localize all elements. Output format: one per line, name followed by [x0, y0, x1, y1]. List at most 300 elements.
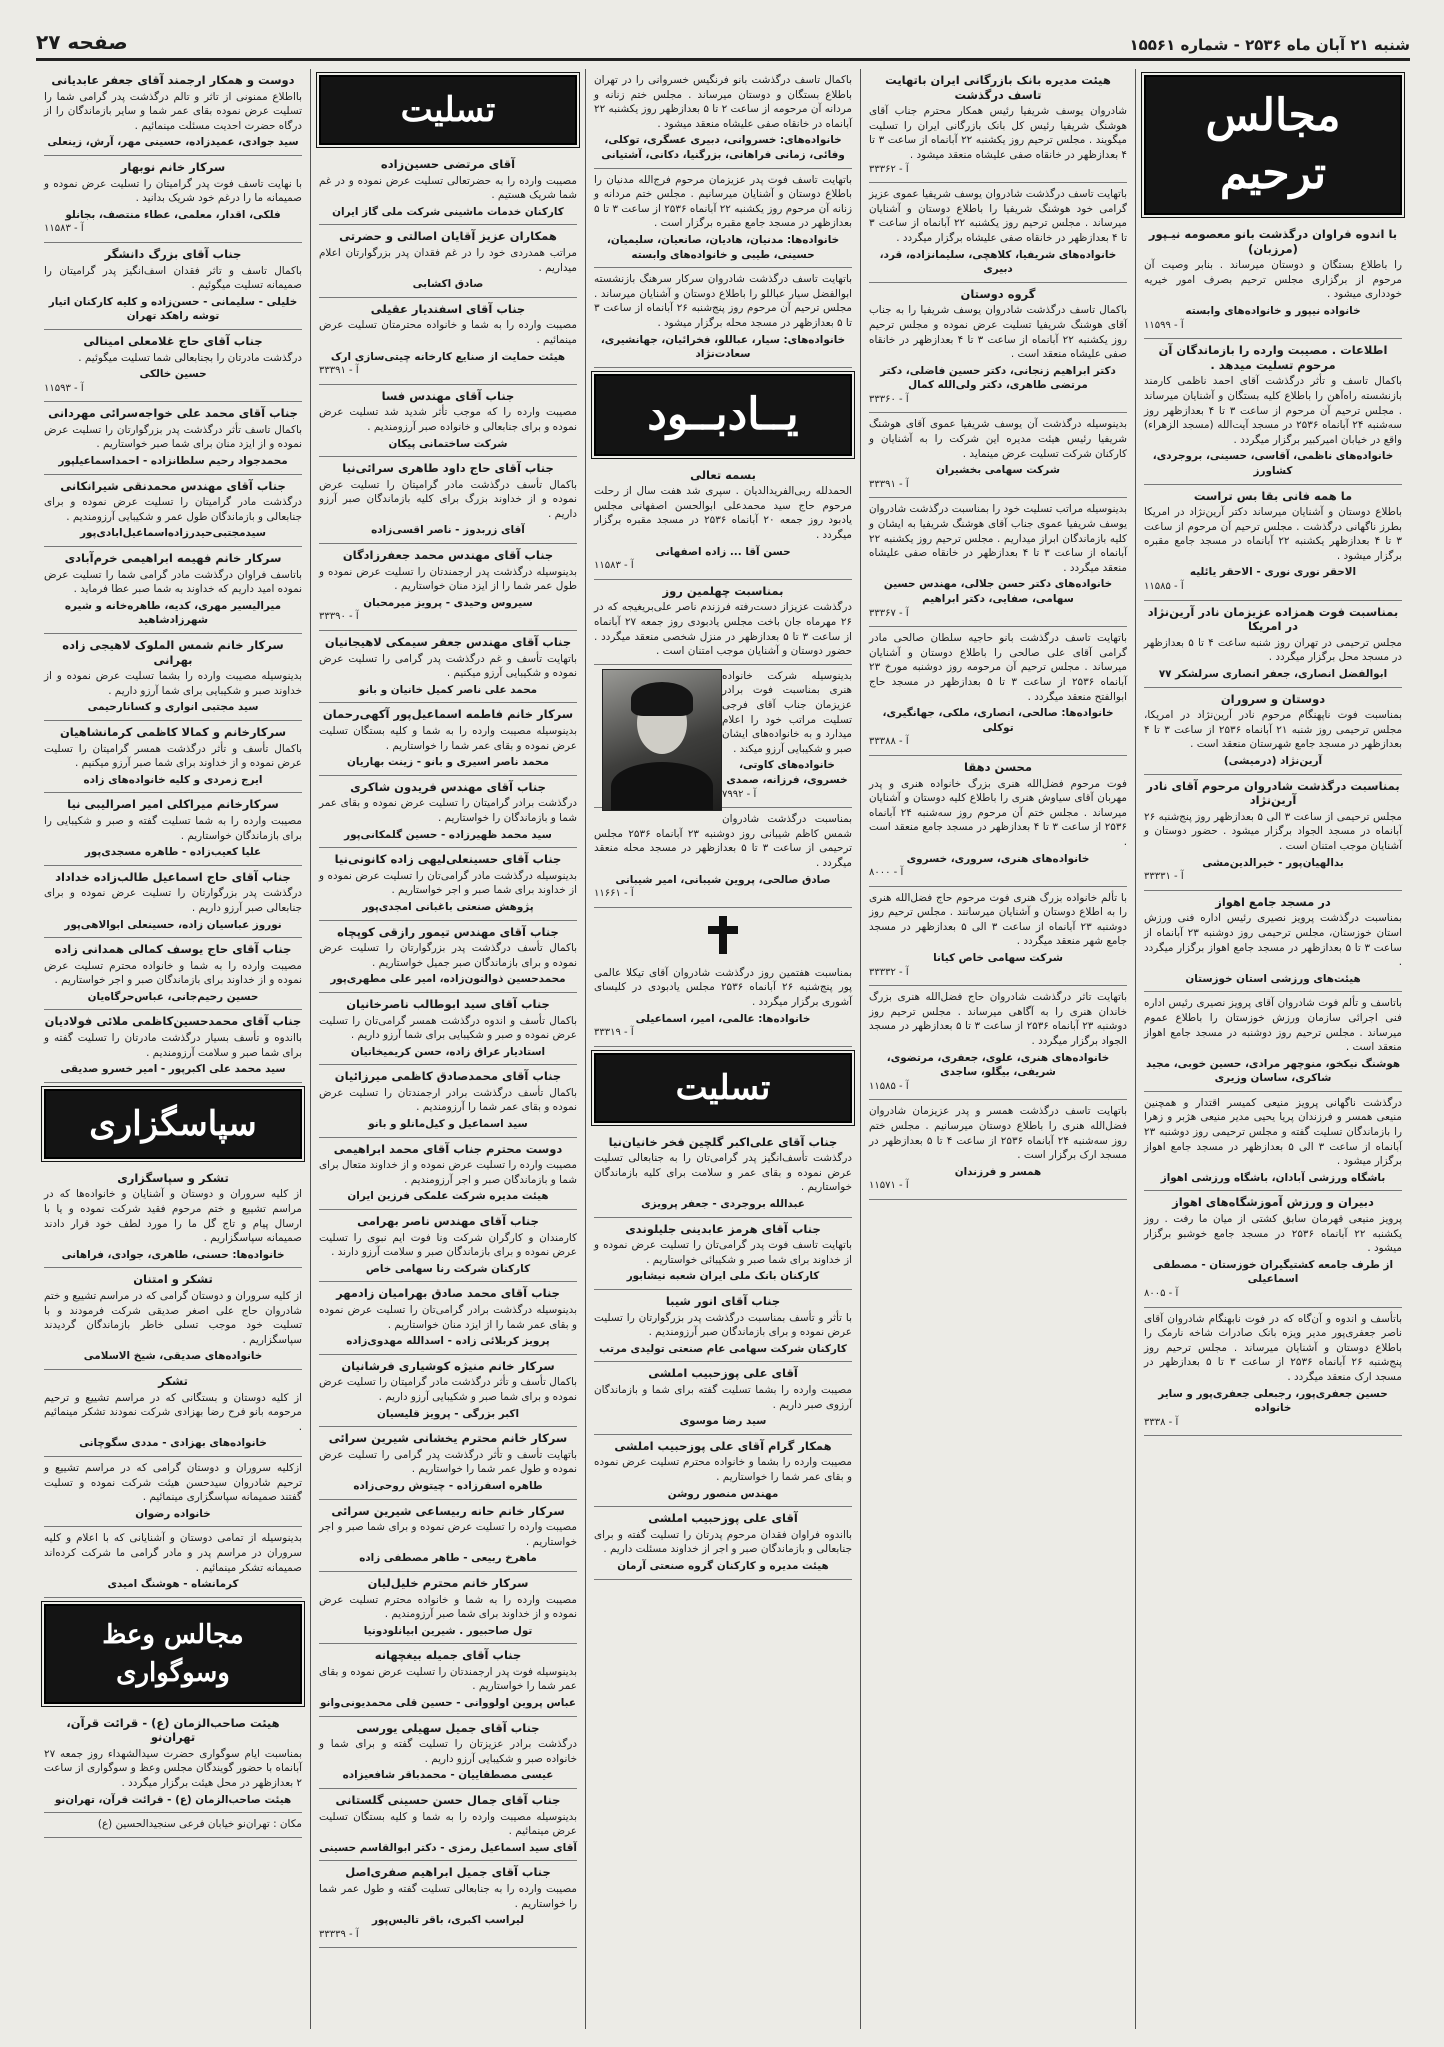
- notice-body: بدینوسیله درگذشت پدر ارجمندتان را تسلیت عرض نموده و طول عمر شما را از ایزد منان خواستاریم .: [319, 565, 577, 593]
- notice: [319, 1355, 577, 1427]
- notice-signature: تول صاحبیور . شیرین ابیانلودونیا: [363, 1624, 533, 1637]
- col3-notices-a: [594, 69, 852, 368]
- notice-title: جناب آقای جمال حسن حسینی گلستانی: [335, 1793, 561, 1808]
- notice: [319, 1138, 577, 1210]
- notice: [319, 544, 577, 631]
- notice-title: جناب آقای محمدصادق کاظمی میرزائیان: [334, 1069, 562, 1084]
- cross-icon: [708, 916, 738, 954]
- notice-body: مصیبت وارده را به شما و خانواده محترم تسلیت عرض نموده و از خداوند برای شما صبر آرزومندیم .: [319, 1593, 577, 1621]
- notice-code: آ - ۱۱۵۸۳: [44, 223, 84, 235]
- notice-body: شادروان یوسف شریفیا رئیس همکار محترم جناب آقای هوشنگ شریفیا رئیس کل بانک بازرگانی ایران را تسلیت میگویند . مجلس ترحیم روز یکشنبه ۲۲ آبانماه از ساعت ۳ تا ۴ بعدازظهر در خانقاه صفی علیشاه منعقد میشود .: [869, 105, 1127, 161]
- notice-body: بااندوه فراوان فقدان مرحوم پدرتان را تسلیت گفته و برای جنابعالی و بازماندگان صبر و اجر از خداوند مسئلت داریم .: [594, 1528, 852, 1556]
- notice-title: اطلاعات . مصیبت وارده را بازماندگان آن مرحوم تسلیت میدهد .: [1158, 343, 1388, 372]
- notice: [869, 498, 1127, 627]
- notice-body: باتأسف و اندوه و آن‌گاه که در فوت نابهنگام شادروان آقای ناصر جعفری‌پور مدیر ویزه بانک صادرات شاخه نارمک را باطلاع دوستان و آشنایان میرساند . مجلس ترحیم روز پنج‌شنبه ۲۶ آبانماه ۲۵۳۶ از ساعت ۳ تا ۵ بعدازظهر در مسجد ارک منعقد میگردد .: [1144, 1312, 1403, 1383]
- notice: [869, 69, 1127, 183]
- notice-signature: حسین خالکی: [139, 368, 207, 381]
- notice-title: گروه دوستان: [960, 286, 1036, 301]
- notice-signature: سید محمد ظهیرزاده - حسین گلمکانی‌پور: [344, 828, 552, 841]
- notice-title: جناب آقای حاج غلامعلی امینالی: [83, 333, 263, 348]
- notice-body: باکمال تأسف درگذشت برادر ارجمندتان را تسلیت عرض نموده و بقای عمر شما را آرزومندیم .: [319, 1086, 577, 1114]
- banner-majales-vaz: مجالس وعظ وسوگواری: [44, 1604, 302, 1704]
- notice-title: جناب آقای مهندس فسا: [381, 388, 515, 403]
- notice-signature: محمد ناصر اسیری و بانو - زینت بهاریان: [347, 756, 549, 769]
- notice-body: درگذشت مادر گرامیتان را تسلیت عرض نموده و برای جنابعالی و بازماندگان طول عمر و شکیبایی آرزومندیم .: [44, 496, 302, 523]
- notice-body: درگذشت ناگهانی پرویز منیعی کمیسر اقتدار و همچنین منیعی همسر و فرزندان پریا یحیی مدیر منیعی هژبر و زهرا را بازماندگان تسلیت گفته و مجلس ترحیمی روز دوشنبه ۲۳ آبانماه از ساعت ۳ الی ۵ بعدازظهر در مسجد جامع اهواز برگزار میشود .: [1144, 1096, 1402, 1168]
- notice-signature: همسر و فرزندان: [954, 1165, 1042, 1178]
- notice: [319, 631, 577, 703]
- notice-signature: الاحقر نوری نوری - الاحقر یائلیه: [1189, 566, 1357, 579]
- banner-sepasgozari: سپاسگزاری: [44, 1089, 302, 1159]
- columns: [36, 69, 1410, 2029]
- notice-body: پرویز منیعی قهرمان سابق کشتی از میان ما رفت . روز یکشنبه ۲۲ آبانماه ۲۵۳۶ در مسجد جامع خوشبو برگزار میشود .: [1144, 1213, 1403, 1255]
- notice-title: جناب آقای حاج یوسف کمالی همدانی زاده: [54, 942, 292, 957]
- notice: [319, 298, 577, 385]
- notice-body: مصیبت وارده را به شما و خانواده محترم تسلیت عرض نموده و از خداوند برای بازماندگان صبر و اجر خواستاریم .: [44, 959, 302, 987]
- notice-signature: خانواده‌ها: مدنیان، هادیان، صانعیان، سلیمیان، حسینی، طیبی و خانواده‌های وابسته: [606, 233, 840, 261]
- notice-body: از کلیه سروران و دوستان و آشنایان و خانواده‌ها که در مراسم تشییع و ختم مرحوم فقید شرکت نموده و یا با ارسال پیام و تاج گل ما را مورد لطف خود قرار دادند صمیمانه سپاسگزاریم .: [44, 1188, 302, 1245]
- notice-code: آ - ۱۱۵۸۵: [1144, 581, 1184, 593]
- col2-notices: [869, 69, 1127, 1200]
- notice-title: همکاران عزیز آقایان اصالتی و حضرتی: [339, 229, 557, 244]
- notice-signature: خانواده‌های کاوتی، خسروی، فرزانه، صمدی: [726, 759, 848, 786]
- notice-signature: خانواده‌ها: حسنی، طاهری، جوادی، فراهانی: [61, 1248, 285, 1261]
- notice-body: باتهایت تاسف درگذشت بانو حاجیه سلطان صالحی مادر گرامی آقای علی صالحی را باطلاع دوستان و آشنایان میرساند . مجلس ترحیم آن مرحومه روز دوشنبه مورخ ۲۳ آبانماه ۲۵۳۶ از ساعت ۳ تا ۵ بعدازظهر در مسجد حاج ابوالفتح منعقد میگردد .: [869, 632, 1127, 703]
- notice: [869, 1100, 1127, 1200]
- notice-body: بمناسبت درگذشت شادروان شمس کاظم شیبانی روز دوشنبه ۲۳ آبانماه ۲۵۳۶ مجلس ترحیمی از ساعت ۳ تا ۵ بعدازظهر در مسجد محله منعقد میگردد .: [594, 813, 853, 869]
- notice-signature: حسین جعفری‌پور، رجبعلی جعفری‌پور و سایر خانواده: [1158, 1387, 1388, 1415]
- notice: [319, 225, 577, 297]
- notice-body: بدینوسیله درگذشت آن یوسف شریفیا عموی آقای هوشنگ شریفیا رئیس هیئت مدیره این شرکت را به آشنایان و کارکنان شرکت تسلیت عرض مینماید .: [869, 418, 1127, 460]
- notice: [319, 1282, 577, 1354]
- notice-body: مصیبت وارده را بشما و خانواده محترم تسلیت عرض نموده و بقای عمر شما را خواستاریم .: [594, 1456, 852, 1483]
- notice-body: از کلیه سروران و دوستان گرامی که در مراسم تشییع و ختم شادروان حاج علی اصغر صدیقی شرکت فرمودند و با تسلیت خود موجب تسلی خاطر بازماندگان گردیدند سپاسگزاریم .: [44, 1290, 302, 1346]
- notice-signature: خانواده‌های صدیقی، شیخ الاسلامی: [83, 1350, 263, 1363]
- notice: [44, 721, 302, 793]
- column-1: [1135, 69, 1410, 2029]
- notice: [1144, 485, 1402, 601]
- notice-title: سرکار خانم حانه ربیساعی شیرین سرائی: [331, 1503, 565, 1518]
- column-4: [310, 69, 585, 2029]
- notice: [44, 1813, 302, 1838]
- photo-shoulders: [611, 762, 713, 810]
- notice-signature: خانواده‌های دکتر حسن جلالی، مهندس حسین سهامی، صفایی، دکتر ابراهیم: [883, 578, 1113, 605]
- notice-signature: ایرج زمردی و کلیه خانواده‌های زاده: [83, 773, 263, 786]
- notice: [319, 1065, 577, 1137]
- notice-code: آ - ۳۳۳۳۲: [869, 966, 909, 978]
- notice: [44, 330, 302, 402]
- notice-body: باکمال تأسف و اندوه درگذشت همسر گرامی‌تان را تسلیت عرض نموده و صبر و شکیبایی برای شما آرزو داریم .: [319, 1014, 577, 1042]
- notice-title: بمناسبت فوت همزاده عزیزمان نادر آرین‌نژاد در امریکا: [1147, 604, 1399, 634]
- notice-body: بدینوسیله از تمامی دوستان و آشنایانی که با اعلام و کلیه سروران در مراسم پدر و مادر گرامی ما شرکت کرده‌اند صمیمانه تشکر مینمائیم .: [44, 1532, 302, 1574]
- notice: [1144, 1308, 1402, 1437]
- notice-title: جناب آقای جمیل ابراهیم صفری‌اصل: [345, 1865, 551, 1880]
- col4-notices: [319, 153, 577, 1948]
- notice-body: مکان : تهران‌نو خیابان فرعی سنجید‌الحسین (ع): [97, 1818, 302, 1831]
- notice-body: مصیبت وارده را که موجب تأثر شدید شد تسلیت عرض نموده و برای جنابعالی و خانواده صبر آرزومندیم .: [319, 406, 577, 433]
- notice-code: آ - ۳۳۳۶۷: [869, 607, 909, 619]
- notice-title: جناب آقای مهندس فریدون شاکری: [350, 779, 546, 794]
- notice: [319, 703, 577, 775]
- notice-signature: طاهره اسفرزاده - چیتوش روحی‌زاده: [353, 1479, 543, 1492]
- notice: [319, 1789, 577, 1861]
- notice-code: آ - ۳۳۳۳۹: [319, 1928, 359, 1940]
- notice-signature: کارکنان شرکت سهامی عام صنعتی تولیدی مرتب: [599, 1342, 847, 1355]
- notice-body: باتهایت تاسف درگذشت شادروان سرکار سرهنگ بازنشسته ابوالفضل سیار عباللو را باطلاع دوستان و آشنایان میرساند . مجلس ترحیم آن مرحوم روز پنج‌شنبه ۲۶ آبانماه از ساعت ۳ تا ۵ بعدازظهر در مسجد محله برگزار میشود .: [594, 273, 852, 329]
- notice-signature: دکتر ابراهیم زنجانی، دکتر حسین فاضلی، دکتر مرتضی طاهری، دکتر ولی‌الله کمال: [880, 364, 1116, 392]
- notice-body: بدینوسیله فوت پدر ارجمندتان را تسلیت عرض نموده و بقای عمر شما را خواستاریم .: [319, 1665, 577, 1693]
- notice-signature: ابوالفضل انصاری، جعفر انصاری سرلشکر ۷۷: [1158, 668, 1388, 681]
- notice-body: با تألم خانواده بزرگ هنری فوت مرحوم حاج فضل‌الله هنری را به اطلاع دوستان و آشنایان میرسانند . مجلس ترحیم روز دوشنبه ۲۳ آبانماه از ساعت ۳ الی ۵ بعدازظهر در مسجد جامع شهر منعقد میگردد .: [869, 891, 1127, 948]
- notice-body: درگذشت برادر عزیزتان را تسلیت گفته و برای شما و خانواده صبر و شکیبایی آرزو داریم .: [319, 1738, 577, 1765]
- col1-notices: [1144, 223, 1402, 1436]
- col5-notices-b: [44, 1167, 302, 1598]
- notice-signature: ماهرخ ربیعی - طاهر مصطفی زاده: [359, 1552, 537, 1565]
- notice: [1144, 223, 1402, 339]
- notice-code: آ - ۷۹۹۲: [722, 788, 757, 800]
- notice: [594, 1507, 852, 1579]
- notice-body: باطلاع دوستان و آشنایان میرساند دکتر آرین‌نژاد در امریکا بطرز ناگهانی درگذشت . مجلس ترحیم آن مرحوم از ساعت ۳ تا ۴ بعدازظهر یکشنبه ۲۲ آبانماه در مسجد جامع مقبره برگزار میشود .: [1144, 506, 1402, 562]
- notice: [1144, 775, 1402, 891]
- notice: [594, 268, 852, 368]
- notice: [319, 457, 577, 544]
- notice-title: هیئت مدیره بانک بازرگانی ایران باتهایت تاسف درگذشت: [885, 73, 1111, 102]
- notice-body: بمناسبت ایام سوگواری حضرت سیدالشهداء روز جمعه ۲۷ آبانماه با حضور گویندگان مجلس وعظ و سوگواری از ساعت ۲ بعدازظهر در محل هیئت برگزار میگردد .: [44, 1747, 302, 1790]
- notice-body: بدینوسیله مصیبت وارده را به شما و کلیه بستگان تسلیت عرض مینمائیم .: [319, 1810, 577, 1838]
- notice-code: آ - ۱۱۶۶۱: [594, 888, 634, 900]
- notice-code: آ - ۱۱۵۸۵: [869, 1080, 909, 1092]
- notice-title: دبیران و ورزش آموزشگاه‌های اهواز: [1172, 1195, 1374, 1210]
- notice-body: مجلس ترحیمی در تهران روز شنبه ساعت ۴ تا ۵ بعدازظهر در مسجد محل برگزار میگردد .: [1144, 636, 1402, 664]
- notice-code: آ - ۳۳۳۶۲: [869, 163, 909, 175]
- notice-body: باکمال تاسف و تأثر درگذشت آقای احمد ناظمی کارمند بازنشسته راه‌آهن را باطلاع کلیه بستگان و آشنایان میرساند . مجلس ترحیم آن مرحوم از ساعت ۳ تا ۴ بعدازظهر روز سه‌شنبه ۲۴ آبانماه ۲۵۳۶ در مسجد آیت‌الله (مسجد الزهراء) واقع در خیابان امیرکبیر برگزار میگردد .: [1144, 375, 1403, 446]
- notice-body: با تأثر و تأسف بمناسبت درگذشت پدر بزرگوارتان را تسلیت عرض نموده و برای بازماندگان صبر آرزومندیم .: [594, 1311, 852, 1339]
- notice-signature: شرکت ساختمانی پیکان: [388, 437, 508, 450]
- notice: [869, 283, 1127, 414]
- col3-notices-d: [594, 962, 852, 1047]
- notice-signature: فلکی، اقدار، معلمی، عطاء منتصف، بجانلو: [65, 208, 281, 221]
- notice-body: درگذشت پدر بزرگوارتان را تسلیت عرض نموده و برای جنابعالی صبر آرزو داریم .: [44, 887, 302, 914]
- notice-body: با نهایت تاسف فوت پدر گرامیتان را تسلیت عرض نموده و صمیمانه ما را درغم خود شریک بدانید .: [44, 177, 302, 205]
- notice-title: سرکار خانم نوبهار: [120, 159, 226, 174]
- notice-title: آقای مرتضی حسین‌زاده: [380, 157, 516, 171]
- notice-title: بمناسبت درگذشت شادروان مرحوم آقای نادر آرین‌نژاد: [1146, 778, 1400, 808]
- notice-title: بسمه تعالی: [690, 467, 756, 482]
- notice-body: باتهایت تاسف درگذشت شادروان یوسف شریفیا عموی عزیز گرامی خود هوشنگ شریفیا را باطلاع دوستان و آشنایان میرساند . مجلس ترحیم روز یکشنبه ۲۲ آبانماه از ساعت ۳ تا ۴ بعدازظهر در خانقاه صفی علیشاه برگزار میگردد .: [869, 188, 1127, 244]
- notice: [594, 962, 852, 1047]
- notice-title: سرکار خانم فاطمه اسماعیل‌پور آکهی‌رحمان: [322, 707, 574, 722]
- notice-body: بمناسبت هفتمین روز درگذشت شادروان آقای تیکلا عالمی پور پنج‌شنبه ۲۶ آبانماه ۲۵۳۶ مجلس یادبودی در کلیسای آشوری برگزار میگردد .: [594, 966, 852, 1008]
- notice-signature: پرویز کربلائی زاده - اسدالله مهدوی‌زاده: [346, 1335, 550, 1348]
- notice-code: آ - ۳۳۳۱۹: [594, 1027, 634, 1039]
- notice-title: جناب آقای مهندس محمد جعفرزادگان: [342, 548, 554, 563]
- notice: [1144, 688, 1402, 775]
- notice: [44, 634, 302, 721]
- notice: [44, 402, 302, 474]
- col3-notices-b: [594, 464, 852, 665]
- notice: [319, 776, 577, 848]
- notice-signature: سید محمد علی اکبرپور - امیر خسرو صدیقی: [60, 1063, 286, 1076]
- notice-title: همکار گرام آقای علی پوزحبیب املشی: [614, 1438, 832, 1453]
- notice-signature: بدالهیان‌پور - خیرالدین‌مشی: [1202, 856, 1344, 869]
- notice-code: آ - ۳۳۳۸: [1144, 1416, 1179, 1428]
- notice: [44, 1268, 302, 1370]
- notice: [44, 243, 302, 330]
- notice-title: جناب آقای مهندس ناصر بهرامی: [357, 1214, 539, 1229]
- notice: [319, 1717, 577, 1789]
- notice-body: باکمال تاسف درگذشت شادروان یوسف شریفیا را به جناب آقای هوشنگ شریفیا تسلیت عرض نموده و مجلس ترحیم روز یکشنبه ۲۲ آبانماه از ساعت ۳ تا ۴ بعدازظهر در خانقاه صفی علیشاه منعقد است .: [869, 304, 1127, 361]
- page-number: صفحه ۲۷: [36, 30, 128, 54]
- notice: [44, 1712, 302, 1814]
- notice-title: بمناسبت چهلمین روز: [662, 583, 784, 598]
- notice-signature: سید مجتبی انواری و کسانارحیمی: [87, 701, 259, 714]
- notice-body: درگذشت تأسف‌انگیز پدر گرامی‌تان را به جنابعالی تسلیت عرض نموده و بقای عمر و سلامت برای کلیه بازماندگان خواستاریم .: [594, 1152, 852, 1194]
- notice-body: باکمال تأسف درگذشت پدر بزرگوارتان را تسلیت عرض نموده و برای بازماندگان صبر جمیل خواستاریم .: [319, 942, 577, 969]
- notice: [319, 921, 577, 993]
- notice: [44, 547, 302, 634]
- notice-code: آ - ۱۱۵۹۳: [44, 382, 84, 394]
- notice-signature: سید جوادی، عمیدزاده، حسینی مهر، آرش، زینعلی: [47, 136, 299, 149]
- column-5: [36, 69, 310, 2029]
- notice-body: مصیبت وارده را به جنابعالی تسلیت گفته و طول عمر شما را خواستاریم .: [319, 1883, 577, 1910]
- notice: [44, 1370, 302, 1457]
- notice: [869, 183, 1127, 283]
- notice-body: باکمال تأسف و تأثر درگذشت همسر گرامیتان را تسلیت عرض نموده و از خداوند برای شما صبر آرزو میکنیم .: [44, 742, 302, 770]
- notice-signature: کرمانشاه - هوشنگ امیدی: [107, 1578, 239, 1591]
- notice-body: از کلیه دوستان و بستگانی که در مراسم تشییع و ترحیم مرحومه بانو فرح رضا بهزادی شرکت نمودند تشکر مینمائیم .: [44, 1391, 302, 1433]
- notice-body: بمناسبت درگذشت پرویز نصیری رئیس اداره فنی ورزش استان خوزستان، مجلس ترحیمی روز دوشنبه ۲۳ آبانماه از ساعت ۳ تا ۵ بعدازظهر در مسجد جامع اهواز برگزار میگردد .: [1144, 912, 1403, 969]
- notice-signature: آقای زربدوز - ناصر اقسی‌زاده: [371, 524, 525, 537]
- notice-body: باتهایت تاسف فوت پدر گرامی‌تان را تسلیت عرض نموده و از خداوند برای شما صبر و شکیبائی خواستاریم .: [594, 1239, 852, 1266]
- notice-title: جناب آقای انور شیبا: [665, 1294, 781, 1309]
- notice-body: مصیبت وارده را به شما و خانواده محترمتان تسلیت عرض مینمائیم .: [319, 319, 577, 346]
- notice-body: فوت مرحوم فضل‌الله هنری بزرگ خانواده هنری و پدر مهربان آقای سیاوش هنری را باطلاع کلیه دوستان و آشنایان میرساند . مجلس ختم آن مرحوم روز سه‌شنبه ۲۴ آبانماه ۲۵۳۶ از ساعت ۳ تا ۴ بعدازظهر در مسجد جامع منعقد است .: [869, 777, 1128, 848]
- notice-signature: محمدجواد رحیم سلطانزاده - احمداسماعیلپور: [58, 455, 288, 468]
- notice-title: جناب آقای حاج اسماعیل طالب‌زاده خداداد: [55, 869, 291, 884]
- notice-signature: نوروز عباسیان زاده، حسینعلی ابوالاهی‌پور: [64, 918, 282, 931]
- notice-body: باتهایت تاسف درگذشت همسر و پدر عزیزمان شادروان فضل‌الله هنری را باطلاع دوستان میرسانیم . مجلس ختم روز سه‌شنبه ۲۴ آبانماه ۲۵۳۶ از ساعت ۴ تا ۵ بعدازظهر در مسجد ارک برگزار است .: [869, 1105, 1128, 1162]
- notice: [869, 756, 1127, 887]
- notice-title: هیئت صاحب‌الزمان (ع) - قرائت قرآن، تهران‌نو: [66, 1715, 280, 1745]
- notice-title: جناب آقای حاج داود طاهری سرائی‌نیا: [342, 461, 554, 476]
- notice-signature: عبدالله بروجردی - جعفر پرویزی: [641, 1198, 805, 1211]
- notice-signature: محمد علی ناصر کمیل خانیان و بانو: [358, 683, 538, 696]
- notice-signature: عباس پروین اولووانی - حسین قلی محمدیونی‌وانو: [320, 1697, 576, 1710]
- notice-body: باکمال تاسف درگذشت بانو فرنگیس خسروانی را در تهران باطلاع بستگان و دوستان میرساند . مجلس ختم زنانه و مردانه آن مرحومه از ساعت ۲ تا ۵ بعدازظهر روز یکشنبه ۲۲ آبانماه در خانقاه صفی علیشاه منعقد میشود .: [594, 74, 853, 130]
- notice-body: بدینوسیله مصیبت وارده را بشما تسلیت عرض نموده و از خداوند صبر و شکیبایی برای شما آرزو داریم .: [44, 670, 302, 697]
- notice-signature: آرین‌نژاد (درمیشی): [1223, 755, 1323, 767]
- notice-signature: شرکت سهامی خاص کیانا: [933, 952, 1063, 965]
- notice-code: آ - ۸۰۰۰: [869, 867, 904, 879]
- notice-body: باتهایت تاثر درگذشت شادروان حاج فضل‌الله هنری بزرگ خاندان هنری را به آگاهی میرساند . مجلس ترحیم روز دوشنبه ۲۳ آبانماه ۲۵۳۶ از ساعت ۳ تا ۵ بعدازظهر در مسجد الجواد برگزار میگردد .: [869, 991, 1127, 1048]
- notice-signature: هیئت‌های ورزشی استان خوزستان: [1185, 972, 1361, 985]
- notice-body: باتهایت تاسف فوت پدر عزیزمان مرحوم فرج‌الله مدنیان را باطلاع دوستان و آشنایان میرسانیم . مجلس ختم مردانه و زنانه آن مرحوم روز یکشنبه ۲۲ آبانماه ۲۵۳۶ از ساعت ۳ تا ۵ بعدازظهر در مسجد جامع مقبره برگزار است .: [594, 173, 853, 230]
- photo-hair: [631, 682, 693, 716]
- notice: [594, 808, 852, 908]
- notice-signature: پژوهش صنعتی باغبانی امجدی‌پور: [362, 900, 534, 913]
- col5-notices-c: [44, 1712, 302, 1838]
- notice-signature: صادق صالحی، پروین شیبانی، امیر شیبانی: [615, 873, 831, 886]
- notice: [869, 887, 1127, 987]
- notice-title: تشکر: [158, 1373, 188, 1388]
- notice-body: مصیبت وارده را به حضرتعالی تسلیت عرض نموده و در غم شما شریک هستیم .: [319, 174, 577, 202]
- notice-body: باتاسف و تألم فوت شادروان آقای پرویز نصیری رئیس اداره فنی اجرائی سازمان ورزش خوزستان را باطلاع عموم میرساند . مجلس ترحیم روز دوشنبه در مسجد جامع اهواز منعقد است .: [1144, 997, 1402, 1054]
- notice: [319, 993, 577, 1065]
- notice: [319, 1500, 577, 1572]
- notice-body: باتهایت تأسف و تأثر درگذشت پدر گرامی را تسلیت عرض نموده و طول عمر شما را خواستاریم .: [319, 1448, 577, 1476]
- notice-title: دوستان و سروران: [1220, 691, 1326, 706]
- notice: [869, 413, 1127, 498]
- notice: [1144, 339, 1402, 484]
- notice: [44, 938, 302, 1010]
- notice: [594, 1362, 852, 1434]
- notice-title: سرکارخانم و کمالا کاظمی کرمانشاهیان: [59, 724, 287, 739]
- col3-notices-e: [594, 1131, 852, 1580]
- notice: [594, 1218, 852, 1290]
- notice-signature: کارکنان خدمات ماشینی شرکت ملی گاز ایران: [332, 205, 564, 218]
- notice: [44, 1010, 302, 1082]
- notice-signature: خانواده‌های: خسروانی، دبیری عسگری، توکلی، وفائی، زمانی فراهانی، بزرگنیا، دکانی، آشتیانی: [601, 134, 845, 161]
- banner-tasliyat-1: تسلیت: [319, 75, 577, 145]
- notice-title: جناب آقای محمدحسین‌کاظمی ملائی فولادیان: [44, 1014, 302, 1029]
- notice: [594, 1435, 852, 1507]
- notice: [319, 153, 577, 225]
- notice-body: کارمندان و کارگران شرکت ونا فوت ایم نبوی را تسلیت عرض نموده و برای بازماندگان صبر و سلامت آرزو دارند .: [319, 1231, 577, 1259]
- notice: [44, 1527, 302, 1597]
- notice-code: آ - ۱۱۵۸۳: [594, 560, 634, 572]
- notice-signature: هیئت مدیره شرکت علمکی فرزین ایران: [347, 1190, 549, 1203]
- notice: [594, 1290, 852, 1362]
- notice-signature: شرکت سهامی بخشیران: [936, 464, 1060, 477]
- notice-signature: میرالیسیر مهری، کدیه، طاهره‌خانه و شیره شهرزادشاهید: [64, 599, 282, 627]
- notice-body: بمناسبت فوت ناپهنگام مرحوم نادر آرین‌نژاد در امریکا، مجلس ترحیمی روز شنبه ۲۱ آبانماه ۲۵۳۶ از ساعت ۳ تا ۴ بعدازظهر در مسجد جامع شهرستان منعقد است .: [1144, 709, 1403, 751]
- notice-title: سرکار خانم منیژه کوشیاری فرشانیان: [341, 1358, 555, 1373]
- notice-title: آقای علی پوزحبیب املشی: [648, 1366, 798, 1381]
- notice-signature: خانواده‌ها: عالمی، امیر، اسماعیلی: [635, 1012, 811, 1025]
- notice-title: تشکر و امتنان: [133, 1272, 213, 1287]
- notice-signature: کارکنان شرکت رنا سهامی خاص: [365, 1262, 531, 1275]
- notice-signature: خانواده‌های هنری، سروری، خسروی: [906, 852, 1090, 865]
- notice-body: بدینوسیله مصیبت وارده را به شما و کلیه بستگان تسلیت عرض نموده و بقای عمر شما را خواستاریم .: [319, 725, 577, 752]
- notice-body: بااطلاع ممنونی از تاثر و تالم درگذشت پدر گرامی شما را تسلیت عرض نموده بقای عمر شما و سایر بازماندگان را از درگاه حضرت احدیت مسئلت مینمائیم .: [44, 90, 302, 132]
- notice-body: مجلس ترحیمی از ساعت ۳ الی ۵ بعدازظهر روز پنج‌شنبه ۲۶ آبانماه در مسجد الجواد برگزار میشود . حضور دوستان و آشنایان موجب امتنان است .: [1144, 810, 1402, 852]
- notice-title: جناب آقای علی‌اکبر گلچین فخر خانیان‌نیا: [608, 1134, 838, 1149]
- notice-body: درگذشت عزیزاز دست‌رفته فرزندم ناصر علی‌بریغیجه که در ۲۶ مهرماه جان باخت مجلس یادبودی روز جمعه ۲۷ آبانماه از ساعت ۳ تا ۵ بعدازظهر در منزل شخصی منعقد میگردد . حضور دوستان و آشنایان موجب امتنان است .: [594, 601, 852, 658]
- notice-signature: هیئت مدیره و کارکنان گروه صنعتی آرمان: [617, 1559, 829, 1572]
- notice-title: جناب آقای حسینعلی‌لیهی زاده کانونی‌نیا: [334, 852, 562, 867]
- notice: [44, 1167, 302, 1269]
- notice-body: الحمدلله ربی‌الفریدالدیان . سپری شد هفت سال از رحلت مرحوم حاج سید محمدعلی ابوالحسن اصفهانی مجلس یادبود روز جمعه ۲۰ آبانماه ۲۵۳۶ در مسجد مقبره برگزار میگردد .: [594, 485, 853, 542]
- notice: [44, 793, 302, 865]
- notice-title: آقای علی پوزحبیب املشی: [648, 1511, 798, 1526]
- col5-notices-a: [44, 69, 302, 1083]
- notice-signature: خانواده‌های بهزادی - مددی سگوچانی: [79, 1437, 267, 1450]
- notice-signature: سیروس وحیدی - پرویز میرمحبان: [363, 596, 533, 609]
- notice: [319, 1210, 577, 1282]
- notice-title: سرکار خانم شمس الملوک لاهیجی زاده بهرانی: [62, 638, 284, 667]
- notice-signature: عیسی مصطفاییان - محمدباقر شافعیزاده: [342, 1769, 554, 1782]
- notice: [869, 986, 1127, 1100]
- notice-signature: مهندس منصور روشن: [667, 1487, 779, 1500]
- notice-title: در مسجد جامع اهواز: [1215, 894, 1331, 909]
- notice-code: آ - ۳۳۳۳۱: [1144, 871, 1184, 883]
- notice-signature: کارکنان بانک ملی ایران شعبه نیشابور: [626, 1270, 820, 1283]
- notice: [44, 866, 302, 938]
- notice-signature: خانواده رضوان: [135, 1507, 211, 1520]
- notice-body: باتاسف فراوان درگذشت مادر گرامی شما را تسلیت عرض نموده امید داریم که خداوند به شما صبر عطا فرماید .: [44, 568, 302, 596]
- notice-body: باکمال تأسف و تأثر درگذشت مادر گرامیتان را تسلیت عرض نموده و برای شما صبر و شکیبایی آرزو داریم .: [319, 1376, 577, 1403]
- notice-body: مصیبت وارده را به شما تسلیت گفته و صبر و شکیبایی را برای بازماندگان خواستاریم .: [44, 814, 302, 842]
- notice-signature: استادیار عراق زاده، حسن کریمیخانیان: [350, 1045, 546, 1058]
- notice-code: آ - ۳۳۳۹۰: [319, 611, 359, 623]
- page-header: [36, 28, 1410, 61]
- banner-majales-tarhim: مجالس ترحیم: [1144, 75, 1402, 215]
- notice: [319, 1861, 577, 1948]
- notice: [319, 848, 577, 920]
- issue-date-line: شنبه ۲۱ آبان ماه ۲۵۳۶ - شماره ۱۵۵۶۱: [1129, 36, 1410, 54]
- notice: [44, 1457, 302, 1527]
- notice-title: ما همه فانی بقا بس تراست: [1193, 488, 1353, 503]
- notice-signature: هیئت صاحب‌الزمان (ع) - قرائت قرآن، تهران‌نو: [54, 1793, 292, 1806]
- portrait-photo: [602, 669, 722, 811]
- notice: [1144, 601, 1402, 688]
- notice-body: بااندوه و تأسف بسیار درگذشت مادرتان را تسلیت گفته و برای شما صبر و سلامت آرزومندیم .: [44, 1032, 302, 1059]
- notice: [1144, 992, 1402, 1092]
- notice-title: دوست و همکار ارجمند آقای جعفر عابدیانی: [51, 73, 295, 87]
- notice-body: درگذشت برادر گرامیتان را تسلیت عرض نموده و بقای عمر شما و بازماندگان را خواستاریم .: [319, 797, 577, 824]
- notice-signature: خانواده‌های شریفیا، کلاهچی، سلیمانزاده، قرد، دبیری: [879, 248, 1117, 276]
- notice-signature: خانواده‌ها: صالحی، انصاری، ملکی، جهانگیری، توکلی: [882, 707, 1114, 734]
- notice-signature: علیا کعیب‌زاده - طاهره مسجدی‌پور: [84, 846, 262, 859]
- notice-title: محسن دهقا: [964, 759, 1032, 774]
- notice-body: بدینوسیله شرکت خانواده هنری بمناسبت فوت برادر عزیزمان جناب آقای فرجی تسلیت مراتب خود را اعلام میدارد و به خانواده‌های ایشان صبر و شکیبایی آرزو میکند .: [722, 669, 852, 755]
- notice-signature: خانواده‌های ناظمی، آقاسی، حسینی، بروجردی، کشاورز: [1152, 450, 1394, 477]
- notice-signature: خلیلی - سلیمانی - حسن‌زاده و کلیه کارکنان اتیار توشه راهکد تهران: [48, 295, 298, 323]
- notice-body: درگذشت مادرتان را بجنابعالی شما تسلیت میگوئیم .: [78, 351, 302, 364]
- notice-title: جناب آقای محمد صادق بهرامیان زادمهر: [336, 1286, 560, 1301]
- notice-signature: خانواده نیپور و خانواده‌های وابسته: [1185, 304, 1361, 317]
- notice-title: سرکار خانم فهیمه ابراهیمی خرم‌آبادی: [64, 551, 282, 566]
- notice-signature: صادق اکشابی: [412, 278, 484, 291]
- notice-title: دوست محترم جناب آقای محمد ابراهیمی: [333, 1141, 563, 1156]
- notice: [44, 156, 302, 243]
- notice-body: را باطلاع بستگان و دوستان میرساند . بنابر وصیت آن مرحوم از برگزاری مجلس ترحیم بصرف امور خیریه خودداری میشود .: [1144, 259, 1402, 301]
- notice-body: مراتب همدردی خود را در غم فقدان پدر بزرگوارتان اعلام میداریم .: [319, 246, 577, 274]
- notice-title: جناب آقای محمد علی خواجه‌سرائی مهردانی: [48, 406, 298, 421]
- notice-title: سرکار خانم محترم خلیل‌لیان: [367, 1575, 529, 1590]
- notice-code: آ - ۳۳۳۶۰: [869, 393, 909, 405]
- notice: [1144, 1191, 1402, 1307]
- notice-signature: محمدحسین ذوالنون‌زاده، امیر علی مطهری‌پور: [330, 973, 566, 986]
- notice-code: آ - ۸۰۰۵: [1144, 1288, 1179, 1299]
- notice-body: مصیبت وارده را تسلیت عرض نموده و برای شما صبر و اجر خواستاریم .: [319, 1521, 577, 1548]
- notice-body: باتهایت تأسف و غم درگذشت پدر گرامی را تسلیت عرض نموده و شکیبایی آرزو میکنیم .: [319, 652, 577, 680]
- notice-body: باکمال تاسف تأثر درگذشت پدر بزرگوارتان را تسلیت عرض نموده و از ایزد منان برای شما صبر خواستاریم .: [44, 423, 302, 451]
- notice-signature: سیدمجتبی‌حیدرزاده‌اسماعیل‌ابادی‌پور: [80, 527, 266, 540]
- column-3: [585, 69, 860, 2029]
- notice-signature: خانواده‌های هنری، علوی، جعفری، مرتضوی، شریفی، بیگلو، ساجدی: [886, 1051, 1110, 1079]
- notice-signature: خانواده‌های: سیار، عباللو، فخرائیان، جهانشیری، سعادت‌نژاد: [600, 333, 846, 361]
- notice-body: ازکلیه سروران و دوستان گرامی که در مراسم تشییع و ترحیم شادروان سیدحسن هیئت شرکت نموده و تسلیت گفتند صمیمانه سپاسگزاری مینمائیم .: [44, 1461, 302, 1504]
- notice-signature: سید رضا موسوی: [679, 1415, 767, 1428]
- notice-signature: سید اسماعیل و کیل‌مانلو و بانو: [368, 1118, 528, 1131]
- notice-signature: آقای سید اسماعیل رمزی - دکتر ابوالقاسم حسینی: [319, 1841, 577, 1854]
- notice: [44, 69, 302, 156]
- notice-body: بدینوسیله مراتب تسلیت خود را بمناسبت درگذشت شادروان یوسف شریفیا عموی جناب آقای هوشنگ شریفیا به ایشان و کلیه بازماندگان ابراز میداریم . مجلس ترحیم روز یکشنبه ۲۲ آبانماه از ساعت ۳ تا ۴ بعدازظهر در خانقاه صفی علیشاه منعقد میگردد .: [869, 503, 1127, 574]
- notice: [594, 169, 852, 269]
- notice-title: جناب آقای بزرگ دانشگر: [104, 246, 242, 261]
- notice-body: باکمال تأسف درگذشت مادر گرامیتان را تسلیت عرض نموده و از خداوند بزرگ برای کلیه بازماندگان صبر آرزو داریم .: [319, 478, 577, 520]
